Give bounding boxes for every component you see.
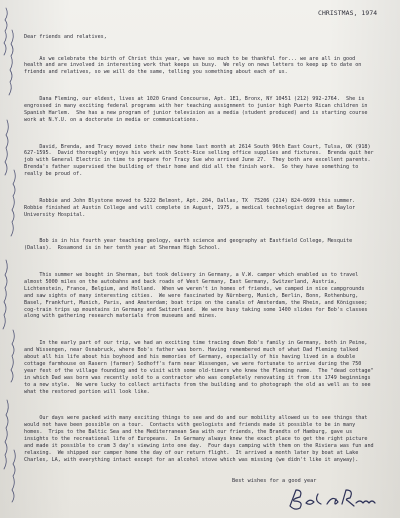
letter-greeting: Dear friends and relatives, xyxy=(24,33,107,40)
signature-graphic xyxy=(286,486,382,512)
paragraph-david: David, Brenda, and Tracy moved into their new home last month at 2614 South 96th East Court, Tulsa, OK (918) 627-1595. David thoroughly enjoys his work with Scott-Rice selling office supplies and fixtures. Brenda quit her job with General Electric in time to prepare for Tracy Sue who arrived June 27. They both are excellent parents. Brenda's father supervised the building of their home and did all the finish work. So they have something to really be proud of. xyxy=(24,143,377,178)
paragraph-summer-trip: This summer we bought in Sherman, but took delivery in Germany, a V.W. camper which enabled us to travel almost 5000 miles on the autobahns and back roads of West Germany, East Germany, Switzerland, Austria, Lichtenstein, France, Belgium, and Holland. When we weren't in homes of friends, we camped in nice campgrounds and saw sights of many interesting cities. We were fascinated by Nürnberg, Munich, Berlin, Bonn, Rothenburg, Basel, Frankfurt, Munich, Paris, and Amsterdam; boat trips on the canals of Amsterdam, the Rhein, and Königssee; cog-train trips up mountains in Germany and Switzerland. We were busy taking some 1400 slides for Bob's classes along with gathering research materials from museums and mines. xyxy=(24,272,371,320)
handwritten-signature xyxy=(286,486,382,512)
paragraph-days-packed: Our days were packed with many exciting things to see and do and our mobility allowed us to see things that would not have been possible on a tour. Contacts with geologists and friends made it possible to be in many homes. Trips to the Baltic Sea and the Mediterranean Sea with our friends, the Brandts of Hamburg, gave us insights to the recreational life of Europeans. In Germany always knew the exact place to get the right picture and made it possible to cram 3 day's viewing into one day. Four days camping with them on the Riviera was fun and relaxing. We shipped our camper home the day of our return flight. It arrived a month later by boat at Lake Charles, LA, with everything intact except for an alcohol stove which was missing (we didn't like it anyway). xyxy=(24,415,377,463)
paragraph-family-history: In the early part of our trip, we had an exciting time tracing down Bob's family in Germany, both in Peine, and Wissengen, near Osnabruck, where Bob's father was born. Having remembered much of what Dad Fleming talked about all his life about his boyhood and his memories of Germany, especially of his having lived in a double cottage farmhouse on Rasern (farmer) Sodhoff's farm near Wissengen, we were fortunate to arrive during the 750 year fest of the village founding and to visit with some old-timers who knew the Fleming name. The "dead cottage" in which Dad was born was recently sold to a contractor who was completely renovating it from its 1749 beginnings to a new style. We were lucky to collect artifacts from the building and to photograph the old as well as to see what the restored portion will look like. xyxy=(24,340,377,395)
handwritten-margin-note xyxy=(0,0,24,518)
paragraph-dana: Dana Fleming, our eldest, lives at 1020 Grand Concourse, Apt. 1E1, Bronx, NY 10451 (212) 992-2764. She is engrossed in many exciting federal programs with her teaching assignment to junior high Puerto Rican children in Spanish Harlem. She has a new program of junior television as a media (student produced) and is starting course work at N.Y.U. on a doctorate in media or communications. xyxy=(24,96,371,123)
letter-date: CHRISTMAS, 1974 xyxy=(318,9,378,17)
paragraph-robbie: Robbie and John Blystone moved to 5222 Belmont, Apt. 204, Dallas, TX 75206 (214) 824-0699 this summer. Robbie finished at Austin College and will complete in August, 1975, a medical technologist degree at Baylor University Hospital. xyxy=(24,197,362,218)
letter-closing: Best wishes for a good year xyxy=(232,478,317,484)
paragraph-intro: As we celebrate the birth of Christ this year, we have so much to be thankful for... we are all in good health and are involved in interesting work that keeps us busy. We rely on news letters to keep up to date on friends and relatives, so we will do the same, telling you something about each of us. xyxy=(24,55,365,76)
margin-scribble-graphic xyxy=(0,0,24,518)
paragraph-bob: Bob is in his fourth year teaching geology, earth science and geography at Eastfield College, Mesquite (Dallas). Rosamond is in her tenth year at Sherman High School. xyxy=(24,238,356,252)
letter-body xyxy=(24,20,376,483)
